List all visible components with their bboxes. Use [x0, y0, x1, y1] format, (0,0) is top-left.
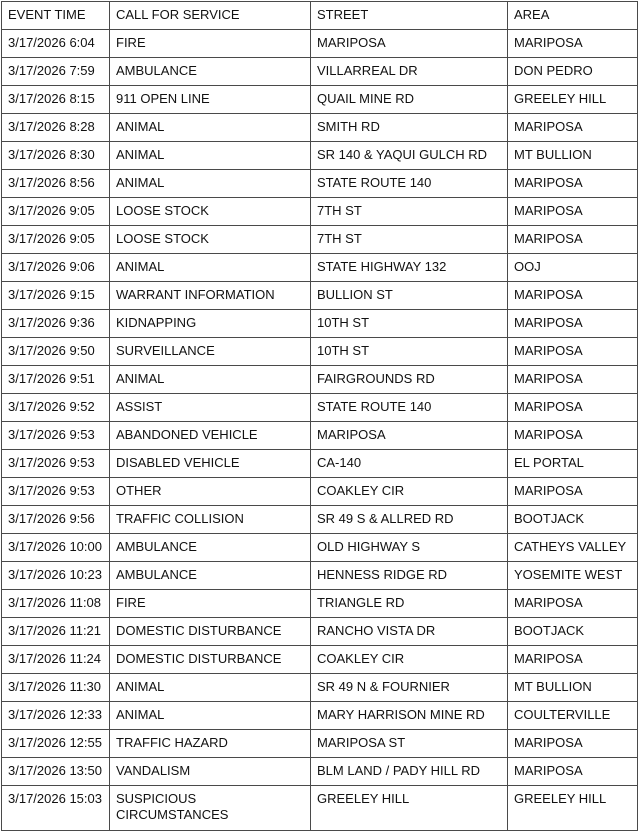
table-row: [2, 450, 638, 478]
cell-call-for-service: DOMESTIC DISTURBANCE: [110, 618, 311, 646]
cell-street: QUAIL MINE RD: [311, 86, 508, 114]
table-row: [2, 58, 638, 86]
cell-street: GREELEY HILL: [311, 786, 508, 831]
cell-call-for-service: AMBULANCE: [110, 562, 311, 590]
cell-event-time: 3/17/2026 8:15: [2, 86, 110, 114]
table-row: [2, 562, 638, 590]
cell-event-time: 3/17/2026 9:06: [2, 254, 110, 282]
cell-event-time: 3/17/2026 9:53: [2, 478, 110, 506]
cell-street: STATE ROUTE 140: [311, 170, 508, 198]
cell-call-for-service: SUSPICIOUS CIRCUMSTANCES: [110, 786, 311, 831]
cell-area: GREELEY HILL: [508, 786, 638, 831]
cell-call-for-service: ANIMAL: [110, 170, 311, 198]
cell-event-time: 3/17/2026 11:30: [2, 674, 110, 702]
cell-call-for-service: 911 OPEN LINE: [110, 86, 311, 114]
cell-area: MARIPOSA: [508, 114, 638, 142]
cell-event-time: 3/17/2026 8:28: [2, 114, 110, 142]
header-call-for-service: CALL FOR SERVICE: [110, 2, 311, 30]
cell-event-time: 3/17/2026 11:21: [2, 618, 110, 646]
cell-event-time: 3/17/2026 10:00: [2, 534, 110, 562]
table-body: [2, 30, 638, 831]
cell-event-time: 3/17/2026 11:24: [2, 646, 110, 674]
cell-event-time: 3/17/2026 11:08: [2, 590, 110, 618]
cell-street: TRIANGLE RD: [311, 590, 508, 618]
cell-street: 10TH ST: [311, 310, 508, 338]
cell-area: MARIPOSA: [508, 282, 638, 310]
cell-event-time: 3/17/2026 15:03: [2, 786, 110, 831]
cell-street: COAKLEY CIR: [311, 478, 508, 506]
table-row: [2, 170, 638, 198]
cell-event-time: 3/17/2026 7:59: [2, 58, 110, 86]
table-row: [2, 618, 638, 646]
cell-street: MARIPOSA: [311, 30, 508, 58]
cell-area: MARIPOSA: [508, 422, 638, 450]
table-row: [2, 310, 638, 338]
cell-street: CA-140: [311, 450, 508, 478]
table-row: [2, 478, 638, 506]
table-row: [2, 366, 638, 394]
cell-event-time: 3/17/2026 9:36: [2, 310, 110, 338]
table-row: [2, 338, 638, 366]
cell-call-for-service: WARRANT INFORMATION: [110, 282, 311, 310]
table-row: [2, 758, 638, 786]
cell-event-time: 3/17/2026 12:33: [2, 702, 110, 730]
cell-area: MARIPOSA: [508, 478, 638, 506]
table-row: [2, 394, 638, 422]
cell-event-time: 3/17/2026 6:04: [2, 30, 110, 58]
cell-street: OLD HIGHWAY S: [311, 534, 508, 562]
cell-call-for-service: DISABLED VEHICLE: [110, 450, 311, 478]
cell-event-time: 3/17/2026 8:56: [2, 170, 110, 198]
cell-street: SR 140 & YAQUI GULCH RD: [311, 142, 508, 170]
header-street: STREET: [311, 2, 508, 30]
cell-area: BOOTJACK: [508, 506, 638, 534]
cell-street: MARY HARRISON MINE RD: [311, 702, 508, 730]
cell-event-time: 3/17/2026 9:15: [2, 282, 110, 310]
cell-call-for-service: FIRE: [110, 590, 311, 618]
cell-call-for-service: TRAFFIC HAZARD: [110, 730, 311, 758]
table-row: [2, 730, 638, 758]
cell-area: MARIPOSA: [508, 758, 638, 786]
cell-call-for-service: ANIMAL: [110, 366, 311, 394]
cell-area: MARIPOSA: [508, 590, 638, 618]
cell-street: VILLARREAL DR: [311, 58, 508, 86]
cell-event-time: 3/17/2026 10:23: [2, 562, 110, 590]
table-row: [2, 786, 638, 831]
cell-event-time: 3/17/2026 9:56: [2, 506, 110, 534]
cell-call-for-service: ASSIST: [110, 394, 311, 422]
cell-street: BULLION ST: [311, 282, 508, 310]
cell-call-for-service: ANIMAL: [110, 674, 311, 702]
cell-street: 7TH ST: [311, 198, 508, 226]
cell-area: DON PEDRO: [508, 58, 638, 86]
table-row: [2, 702, 638, 730]
cell-call-for-service: ANIMAL: [110, 142, 311, 170]
cell-call-for-service: ANIMAL: [110, 254, 311, 282]
cell-area: MARIPOSA: [508, 366, 638, 394]
header-event-time: EVENT TIME: [2, 2, 110, 30]
cell-area: MARIPOSA: [508, 394, 638, 422]
cell-call-for-service: LOOSE STOCK: [110, 226, 311, 254]
table-row: [2, 422, 638, 450]
cell-street: RANCHO VISTA DR: [311, 618, 508, 646]
cell-street: SR 49 N & FOURNIER: [311, 674, 508, 702]
cell-area: EL PORTAL: [508, 450, 638, 478]
table-row: [2, 534, 638, 562]
table-row: [2, 254, 638, 282]
cell-area: MARIPOSA: [508, 310, 638, 338]
cell-street: BLM LAND / PADY HILL RD: [311, 758, 508, 786]
cell-street: FAIRGROUNDS RD: [311, 366, 508, 394]
header-area: AREA: [508, 2, 638, 30]
cell-street: MARIPOSA ST: [311, 730, 508, 758]
table-row: [2, 30, 638, 58]
cell-street: STATE HIGHWAY 132: [311, 254, 508, 282]
cell-call-for-service: KIDNAPPING: [110, 310, 311, 338]
cell-street: SMITH RD: [311, 114, 508, 142]
cell-street: COAKLEY CIR: [311, 646, 508, 674]
cell-area: MARIPOSA: [508, 30, 638, 58]
table-row: [2, 198, 638, 226]
cell-street: SR 49 S & ALLRED RD: [311, 506, 508, 534]
cell-area: BOOTJACK: [508, 618, 638, 646]
cell-street: 7TH ST: [311, 226, 508, 254]
cell-call-for-service: DOMESTIC DISTURBANCE: [110, 646, 311, 674]
cell-call-for-service: LOOSE STOCK: [110, 198, 311, 226]
cell-area: MARIPOSA: [508, 730, 638, 758]
cell-call-for-service: VANDALISM: [110, 758, 311, 786]
cell-area: GREELEY HILL: [508, 86, 638, 114]
table-row: [2, 86, 638, 114]
cell-call-for-service: FIRE: [110, 30, 311, 58]
cell-call-for-service: SURVEILLANCE: [110, 338, 311, 366]
cell-event-time: 3/17/2026 13:50: [2, 758, 110, 786]
cell-area: YOSEMITE WEST: [508, 562, 638, 590]
cell-area: MARIPOSA: [508, 338, 638, 366]
cell-street: 10TH ST: [311, 338, 508, 366]
cell-call-for-service: ABANDONED VEHICLE: [110, 422, 311, 450]
table-row: [2, 142, 638, 170]
cell-event-time: 3/17/2026 9:51: [2, 366, 110, 394]
cell-street: HENNESS RIDGE RD: [311, 562, 508, 590]
cell-event-time: 3/17/2026 8:30: [2, 142, 110, 170]
cell-call-for-service: AMBULANCE: [110, 58, 311, 86]
cell-event-time: 3/17/2026 9:53: [2, 450, 110, 478]
call-log-table: [1, 1, 638, 831]
cell-street: STATE ROUTE 140: [311, 394, 508, 422]
cell-call-for-service: ANIMAL: [110, 114, 311, 142]
table-row: [2, 282, 638, 310]
cell-area: MARIPOSA: [508, 198, 638, 226]
cell-area: MT BULLION: [508, 142, 638, 170]
cell-call-for-service: TRAFFIC COLLISION: [110, 506, 311, 534]
cell-area: COULTERVILLE: [508, 702, 638, 730]
cell-area: CATHEYS VALLEY: [508, 534, 638, 562]
cell-event-time: 3/17/2026 12:55: [2, 730, 110, 758]
table-row: [2, 226, 638, 254]
cell-area: MARIPOSA: [508, 170, 638, 198]
cell-area: MARIPOSA: [508, 646, 638, 674]
table-row: [2, 114, 638, 142]
cell-call-for-service: ANIMAL: [110, 702, 311, 730]
table-row: [2, 674, 638, 702]
table-row: [2, 590, 638, 618]
cell-event-time: 3/17/2026 9:52: [2, 394, 110, 422]
cell-call-for-service: AMBULANCE: [110, 534, 311, 562]
table-row: [2, 646, 638, 674]
cell-area: OOJ: [508, 254, 638, 282]
cell-call-for-service: OTHER: [110, 478, 311, 506]
cell-event-time: 3/17/2026 9:05: [2, 226, 110, 254]
cell-event-time: 3/17/2026 9:50: [2, 338, 110, 366]
cell-street: MARIPOSA: [311, 422, 508, 450]
cell-area: MT BULLION: [508, 674, 638, 702]
cell-area: MARIPOSA: [508, 226, 638, 254]
cell-event-time: 3/17/2026 9:05: [2, 198, 110, 226]
header-row: [2, 2, 638, 30]
cell-event-time: 3/17/2026 9:53: [2, 422, 110, 450]
table-row: [2, 506, 638, 534]
